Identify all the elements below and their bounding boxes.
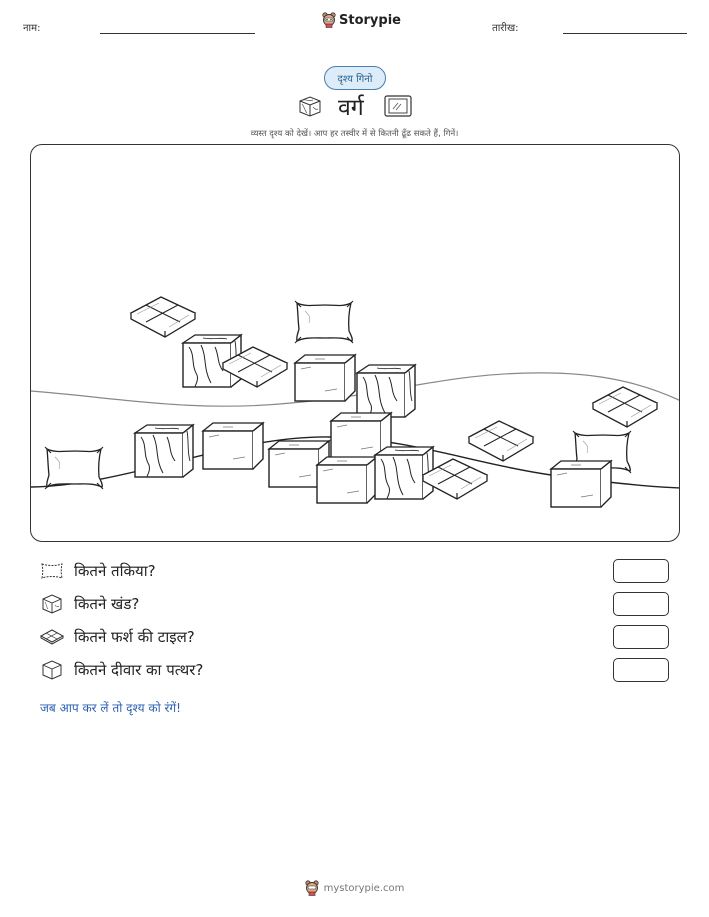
coloring-instruction: जब आप कर लें तो दृश्य को रंगें!: [40, 701, 181, 715]
scene-illustration: [31, 145, 680, 542]
pillow-icon: [40, 561, 64, 581]
brand-name: Storypie: [339, 12, 401, 28]
floor-tile: [131, 297, 195, 337]
footer: [0, 880, 709, 896]
cube-icon: [297, 94, 323, 122]
name-field[interactable]: [100, 33, 255, 34]
wood-block: [375, 447, 433, 499]
wood-block: [135, 425, 193, 477]
footer-site: mystorypie.com: [323, 882, 405, 894]
question-blocks: [40, 592, 139, 616]
answer-box-blocks[interactable]: [613, 592, 669, 616]
bear-mascot-icon: [322, 12, 336, 28]
question-text: कितने तकिया?: [74, 562, 156, 580]
stone-block-icon: [40, 660, 64, 680]
question-text: कितने फर्श की टाइल?: [74, 628, 195, 646]
title-row: [0, 90, 709, 122]
floor-tile: [593, 387, 657, 427]
page-title: वर्ग: [338, 95, 364, 121]
count-scene: [30, 144, 680, 542]
name-label: नाम:: [23, 23, 41, 34]
question-wall-stones: [40, 658, 203, 682]
question-text: कितने खंड?: [74, 595, 140, 613]
instructions: व्यस्त दृश्य को देखें। आप हर तस्वीर में से कितनी ढूँढ सकते हैं, गिनें।: [250, 129, 459, 139]
wood-block-icon: [40, 594, 64, 614]
floor-tile-icon: [40, 627, 64, 647]
wood-block: [357, 365, 415, 417]
question-pillows: [40, 559, 156, 583]
answer-box-floor-tiles[interactable]: [613, 625, 669, 649]
date-label: तारीख:: [492, 23, 519, 34]
answer-box-pillows[interactable]: [613, 559, 669, 583]
stone-block: [295, 355, 355, 401]
category-badge: दृश्य गिनो: [324, 66, 386, 90]
square-frame-icon: [383, 94, 413, 122]
pillow: [45, 447, 103, 489]
bear-mascot-icon: [305, 880, 319, 896]
stone-block: [203, 423, 263, 469]
storypie-logo: [322, 12, 401, 28]
pillow: [295, 301, 353, 343]
date-field[interactable]: [563, 33, 687, 34]
stone-block: [317, 457, 377, 503]
answer-box-wall-stones[interactable]: [613, 658, 669, 682]
stone-block: [551, 461, 611, 507]
question-floor-tiles: [40, 625, 195, 649]
question-text: कितने दीवार का पत्थर?: [74, 661, 204, 679]
floor-tile: [469, 421, 533, 461]
